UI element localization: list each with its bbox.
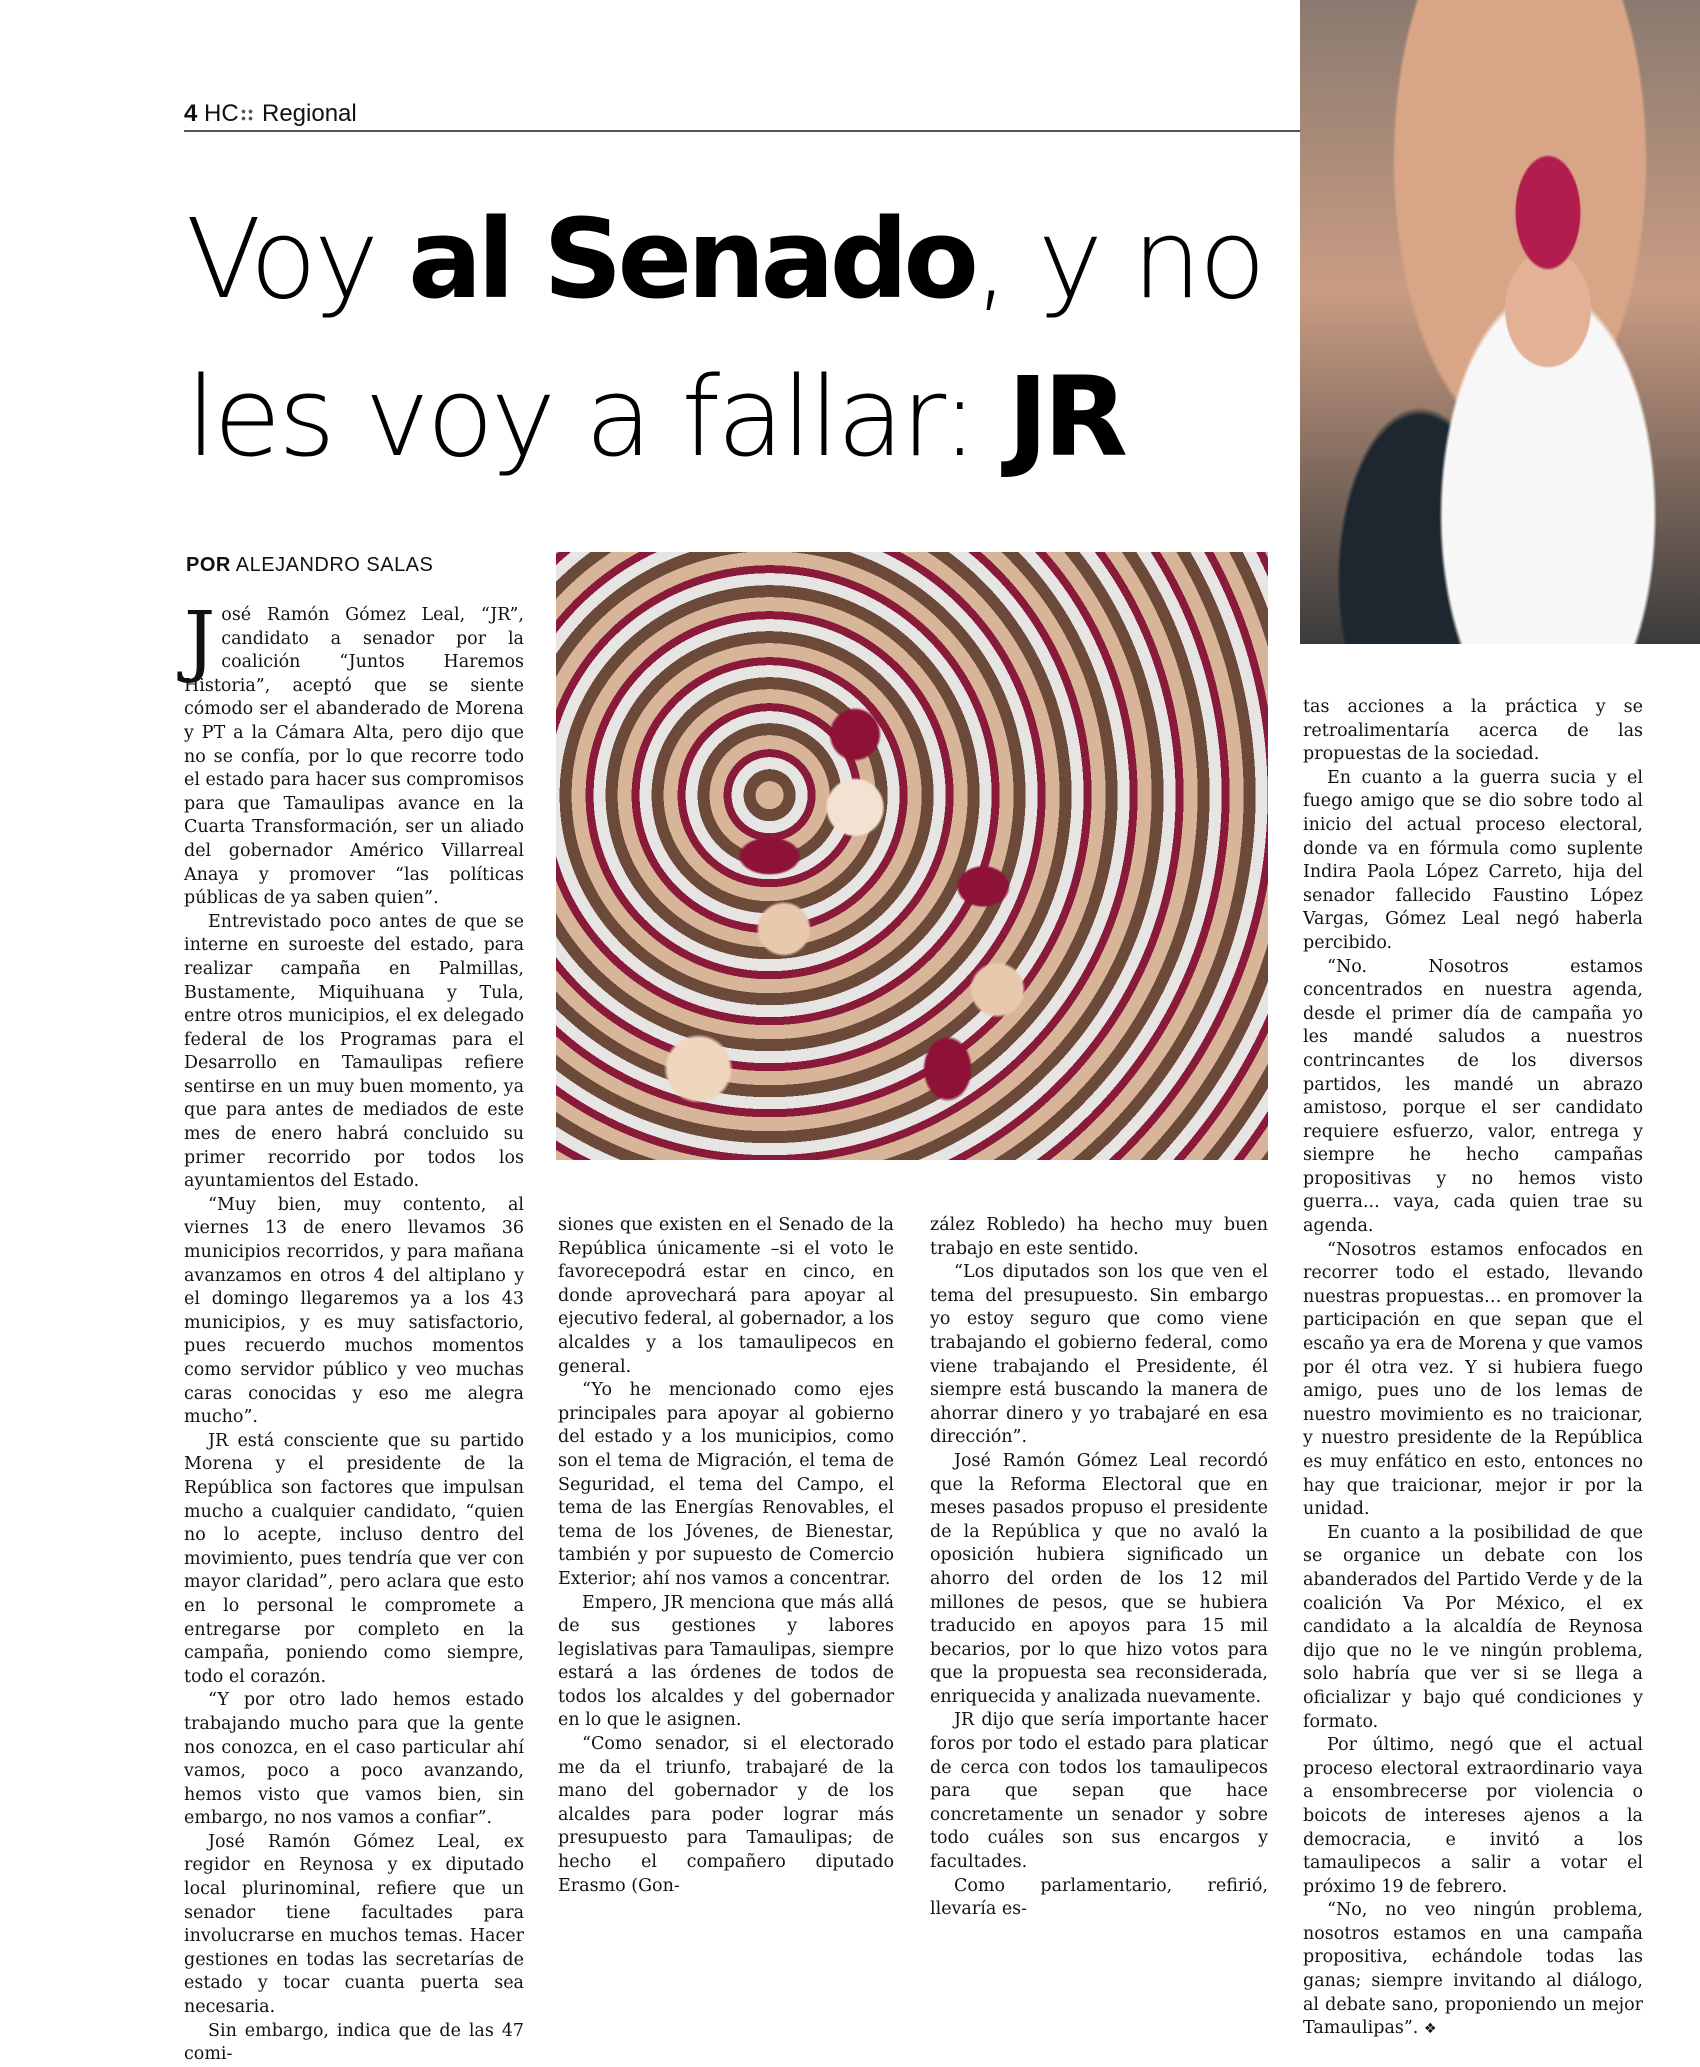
paragraph: “Y por otro lado hemos estado trabajando mucho para que la gente nos conozca, en el caso particular ahí vamos, poco a poco avanzando, hemos visto que vamos bien, sin embargo, no nos vamos a confiar”.: [184, 1690, 524, 1829]
paragraph: siones que existen en el Senado de la República únicamente –si el voto le favorecepodrá estar en cinco, en donde aprovechará para apoyar al ejecutivo federal, al gobernador, a los alcaldes y a los tamaulipecos en general.: [558, 1215, 894, 1377]
paragraph: Como parlamentario, refirió, llevaría es-: [930, 1875, 1268, 1920]
paragraph: Por último, negó que el actual proceso electoral extraordinario vaya a ensombrecerse por violencia o boicots de intereses ajenos a la democracia, e invitó a los tamaulipecos a salir a votar el próximo 19 de febrero.: [1303, 1735, 1643, 1897]
publication-name: HC: [204, 100, 239, 127]
headline: [186, 180, 1306, 496]
paragraph: En cuanto a la guerra sucia y el fuego amigo que se dio sobre todo al inicio del actual proceso electoral, donde va en fórmula como suplente Indira Paola López Carreto, hija del senador fallecido Faustino López Vargas, Gómez Leal negó haberla percibido.: [1303, 767, 1643, 953]
paragraph: “No. Nosotros estamos concentrados en nuestra agenda, desde el primer día de campaña yo les mandé saludos a nuestros contrincantes de los diversos partidos, les mandé un abrazo amistoso, porque el ser candidato requiere esfuerzo, valor, entrega y siempre he hecho campañas propositivas y no hemos visto guerra... vaya, cada quien trae su agenda.: [1303, 956, 1643, 1237]
paragraph: José Ramón Gómez Leal, ex regidor en Reynosa y ex diputado local plurinominal, refiere que un senador tiene facultades para involucrarse en muchos temas. Hacer gestiones en todas las secretarías de estado y tocar cuanta puerta sea necesaria.: [184, 1831, 524, 2018]
paragraph: Empero, JR menciona que más allá de sus gestiones y labores legislativas para Tamaulipas, siempre estará a las órdenes de todos de todos los alcaldes y del gobernador en lo que le asignen.: [558, 1592, 894, 1731]
paragraph: Sin embargo, indica que de las 47 comi-: [184, 2020, 524, 2065]
paragraph: JR está consciente que su partido Morena y el presidente de la República son factores que impulsan mucho a cualquier candidato, “quien no lo acepte, incluso dentro del movimiento, pues tendría que ver con mayor claridad”, pero aclara que esto en lo personal le compromete a entregarse por completo en la campaña, poniendo como siempre, todo el corazón.: [184, 1430, 524, 1687]
paragraph: “Como senador, si el electorado me da el triunfo, trabajaré de la mano del gobernador y de los alcaldes para poder lograr más presupuesto para Tamaulipas; de hecho el compañero diputado Erasmo (Gon-: [558, 1734, 894, 1896]
paragraph: En cuanto a la posibilidad de que se organice un debate con los abanderados del Partido Verde y de la coalición Va Por México, el ex candidato a la alcaldía de Reynosa dijo que no le ve ningún problema, solo habría que ver si se llega a oficializar y bajo qué condiciones y formato.: [1303, 1522, 1643, 1732]
page-number: 4: [184, 100, 198, 127]
paragraph: tas acciones a la práctica y se retroalimentaría acerca de las propuestas de la sociedad.: [1303, 697, 1643, 765]
headline-part4: JR: [1007, 353, 1123, 481]
paragraph: “Nosotros estamos enfocados en recorrer todo el estado, llevando nuestras propuestas… en promover la participación en que sepan que el escaño ya era de Morena y que vamos por él otra vez. Y si hubiera fuego amigo, pues uno de los lemas de nuestro movimiento es no traicionar, y nuestro presidente de la República es muy enfático en esto, entonces no hay que traicionar, mejor ir por la unidad.: [1303, 1239, 1643, 1520]
separator-dots-icon: [240, 108, 254, 122]
byline-prefix: POR: [186, 554, 231, 576]
paragraph: “Los diputados son los que ven el tema del presupuesto. Sin embargo yo estoy seguro que como viene trabajando el gobierno federal, como viene trabajando el Presidente, él siempre está buscando la manera de ahorrar dinero y yo trabajaré en esa dirección”.: [930, 1262, 1268, 1448]
byline-author: ALEJANDRO SALAS: [235, 554, 434, 576]
section-name: Regional: [262, 100, 357, 127]
paragraph: JR dijo que sería importante hacer foros por todo el estado para platicar de cerca con todos los tamaulipecos para que sepan que hace concretamente un senador y sobre todo cuáles son sus encargos y facultades.: [930, 1710, 1268, 1873]
byline: [186, 554, 433, 577]
article-column-3: [930, 1214, 1268, 1922]
headline-part1: Voy: [186, 195, 409, 323]
article-column-2: [558, 1214, 894, 1898]
paragraph: “Muy bien, muy contento, al viernes 13 de enero llevamos 36 municipios recorridos, y para mañana avanzamos en otros 4 del altiplano y el domingo llegaremos ya a los 43 municipios, y es muy satisfactorio, pues recuerdo muchos momentos como servidor público y veo muchas caras conocidas y eso me alegra mucho”.: [184, 1194, 524, 1428]
headline-part2: al Senado: [408, 195, 974, 323]
crowd-photo: [556, 552, 1268, 1160]
paragraph: “No, no veo ningún problema, nosotros estamos en una campaña propositiva, echándole todas las ganas; siempre invitando al diálogo, al debate sano, proponiendo un mejor Tamaulipas”. ❖: [1303, 1900, 1643, 2039]
article-column-4: [1303, 696, 1643, 2042]
paragraph: “Yo he mencionado como ejes principales para apoyar al gobierno del estado y a los municipios, como son el tema de Migración, el tema de Seguridad, el tema del Campo, el tema de las Energías Renovables, el tema de los Jóvenes, de Bienestar, también y por supuesto de Comercio Exterior; ahí nos vamos a concentrar.: [558, 1380, 894, 1589]
drop-cap: J: [184, 596, 216, 686]
article-column-1: [184, 596, 524, 2067]
page-header: [184, 100, 1302, 132]
paragraph: Entrevistado poco antes de que se interne en suroeste del estado, para realizar campaña en Palmillas, Bustamente, Miquihuana y Tula, entre otros municipios, el ex delegado federal de los Programas para el Desarrollo en Tamaulipas refiere sentirse en un muy buen momento, ya que para antes de mediados de este mes de enero habrá concluido su primer recorrido por todos los ayuntamientos del Estado.: [184, 911, 524, 1192]
headline-part3: , y no les voy a fallar:: [186, 195, 1264, 481]
end-mark-icon: ❖: [1423, 2021, 1437, 2038]
paragraph: José Ramón Gómez Leal, “JR”, candidato a senador por la coalición “Juntos Haremos Historia”, aceptó que se siente cómodo ser el abanderado de Morena y PT a la Cámara Alta, pero dijo que no se confía, por lo que recorre todo el estado para hacer sus compromisos para que Tamaulipas avance en la Cuarta Transformación, ser un aliado del gobernador Américo Villarreal Anaya y promover “las políticas públicas de ya saben quien”.: [184, 596, 524, 909]
paragraph: zález Robledo) ha hecho muy buen trabajo en este sentido.: [930, 1215, 1268, 1259]
candidate-portrait-photo: [1300, 0, 1700, 644]
paragraph: José Ramón Gómez Leal recordó que la Reforma Electoral que en meses pasados propuso el presidente de la República y que no avaló la oposición hubiera significado un ahorro del orden de los 12 mil millones de pesos, que se hubiera traducido en apoyos para 15 mil becarios, por lo que hizo votos para que la propuesta sea reconsiderada, enriquecida y analizada nuevamente.: [930, 1450, 1268, 1707]
